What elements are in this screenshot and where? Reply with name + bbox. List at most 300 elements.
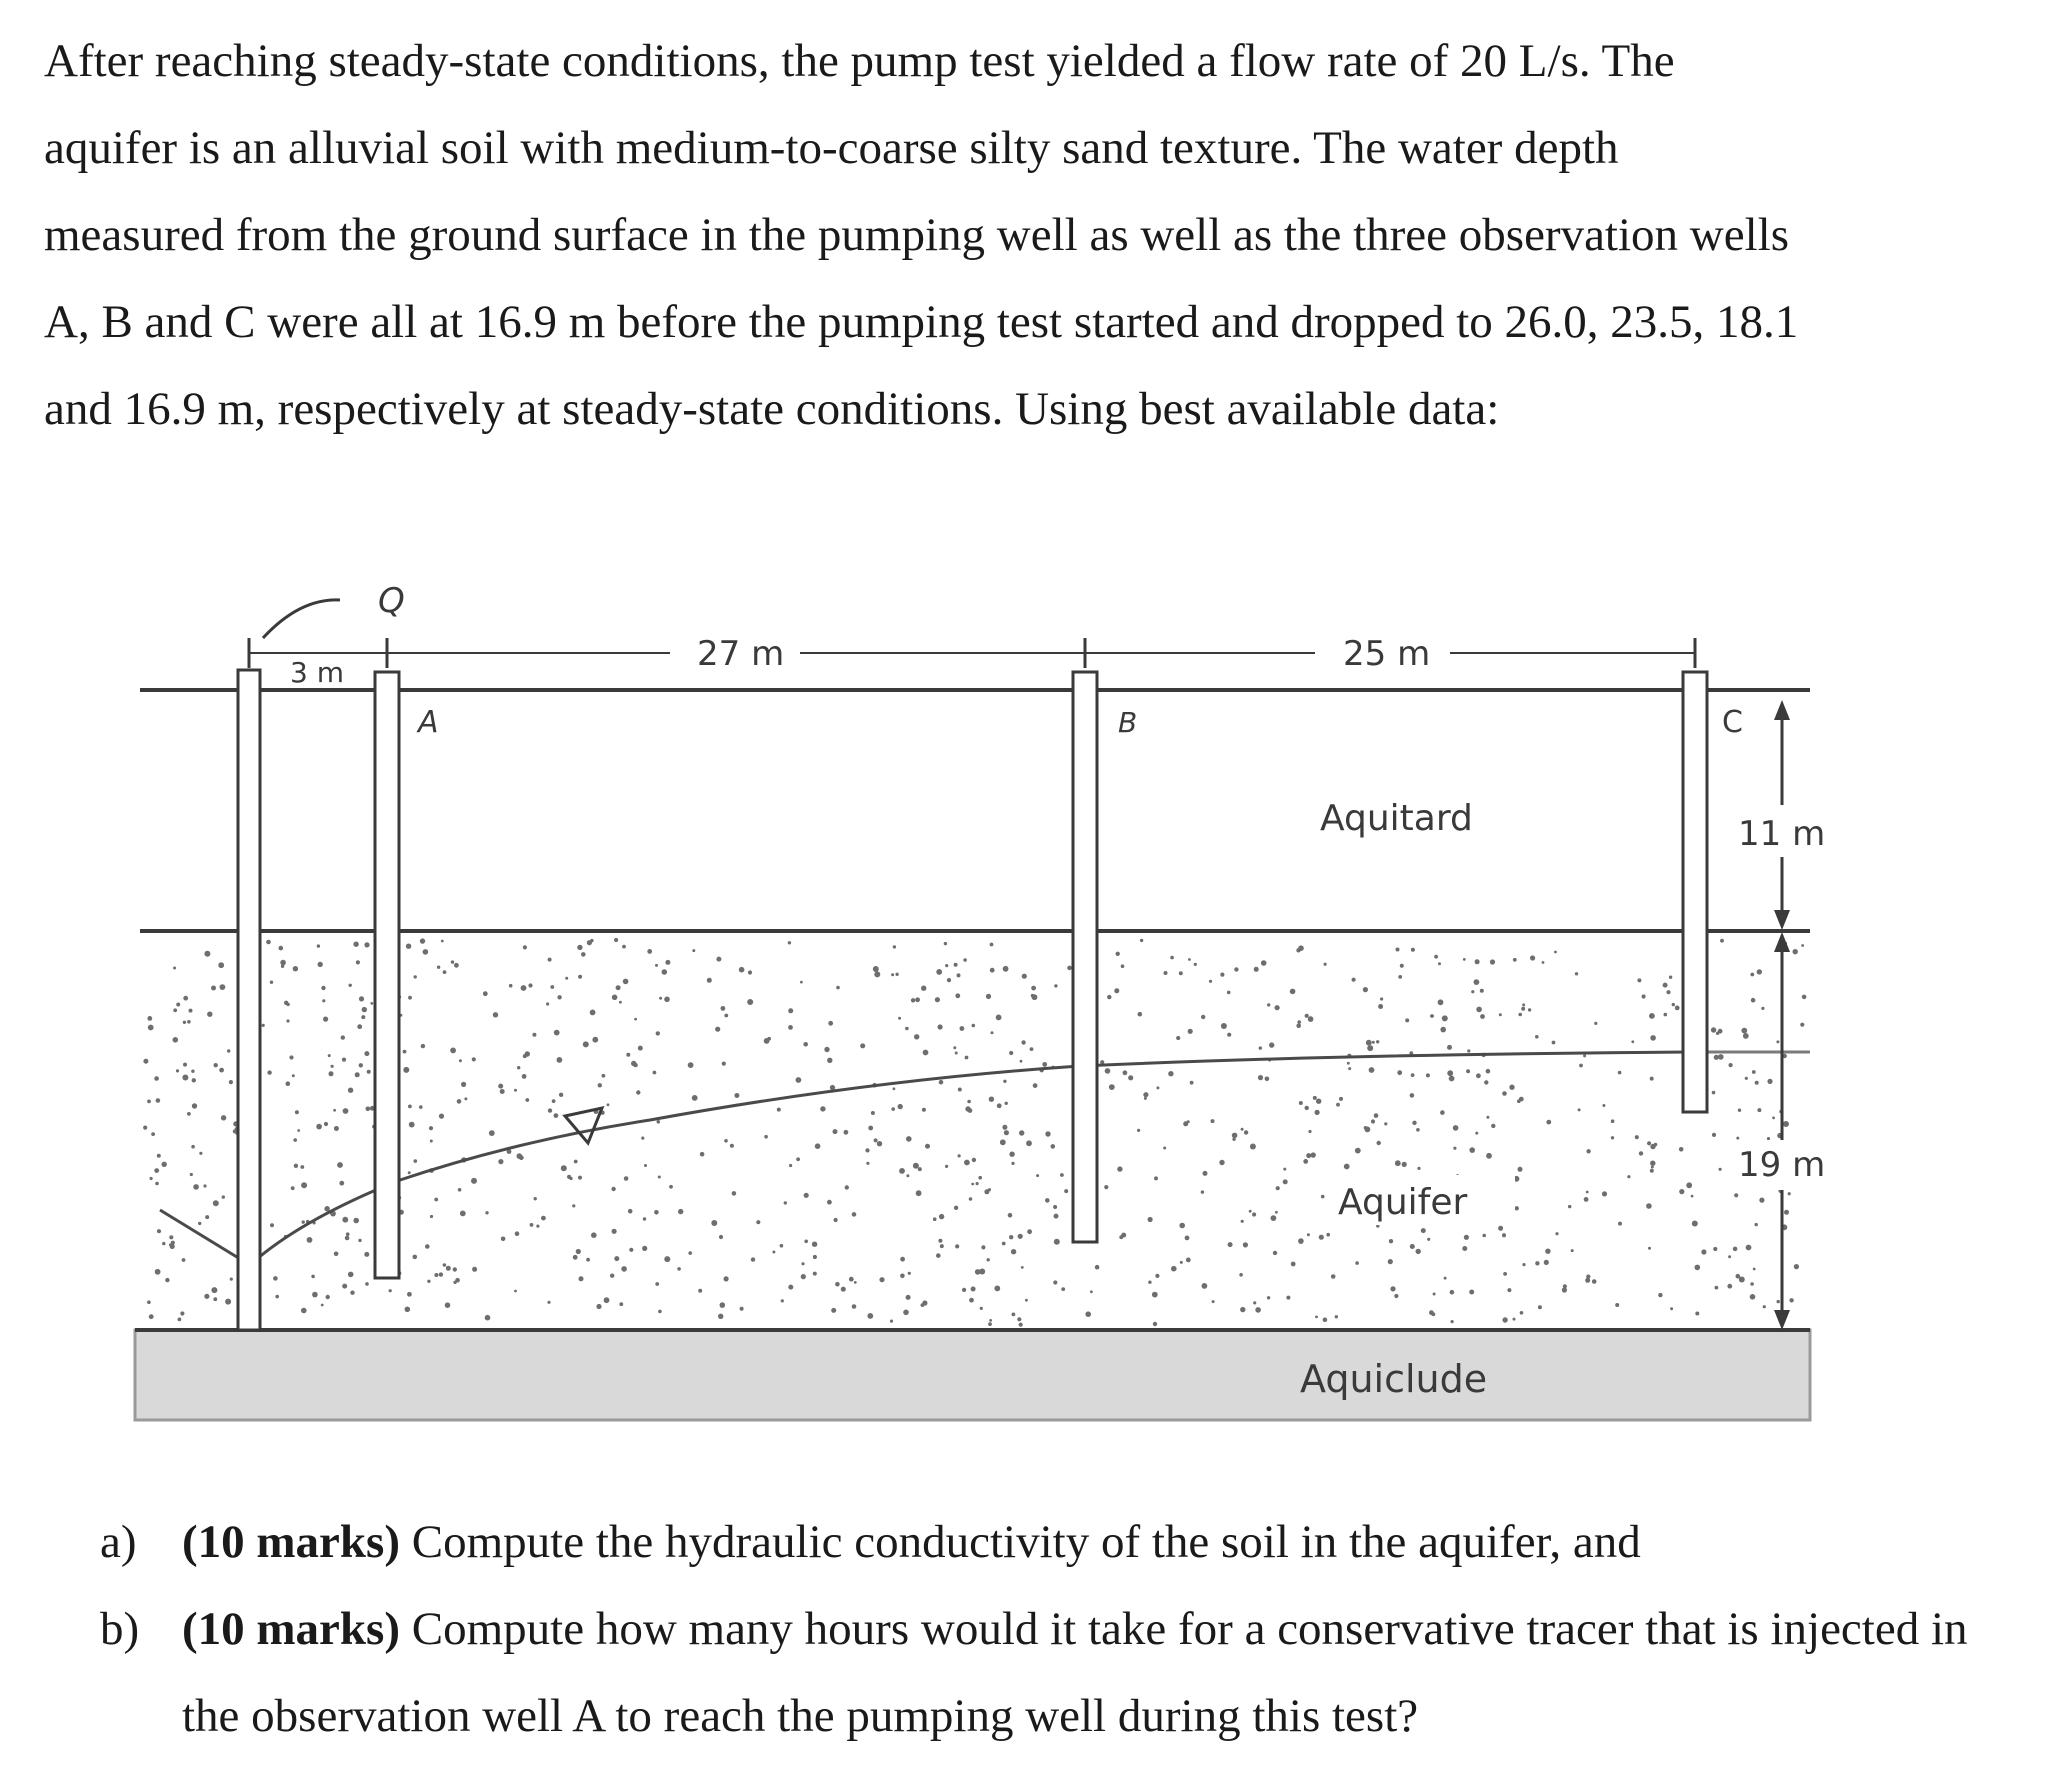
sand-dot xyxy=(1020,1060,1023,1063)
sand-dot xyxy=(321,986,325,990)
sand-dot xyxy=(740,1307,744,1311)
sand-dot xyxy=(353,1218,359,1224)
sand-dot xyxy=(1416,1128,1420,1132)
sand-dot xyxy=(148,1025,154,1031)
sand-dot xyxy=(279,946,284,951)
sand-dot xyxy=(719,1235,723,1239)
sand-dot xyxy=(1176,1036,1180,1040)
sand-dot xyxy=(1538,1305,1542,1309)
sand-dot xyxy=(921,986,926,991)
sand-dot xyxy=(547,1301,550,1304)
sand-dot xyxy=(935,997,940,1002)
sand-dot xyxy=(764,1135,768,1139)
sand-dot xyxy=(498,1084,503,1089)
sand-dot xyxy=(913,1163,919,1169)
sand-dot xyxy=(971,1287,976,1292)
sand-dot xyxy=(293,966,298,971)
sand-dot xyxy=(443,1263,447,1267)
sand-dot xyxy=(813,1255,817,1259)
sand-dot xyxy=(1313,1096,1317,1100)
sand-dot xyxy=(1227,1033,1231,1037)
sand-dot xyxy=(1378,1004,1383,1009)
sand-dot xyxy=(944,942,947,945)
sand-dot xyxy=(619,1302,623,1306)
sand-dot xyxy=(969,1298,974,1303)
sand-dot xyxy=(1154,1176,1158,1180)
sand-dot xyxy=(199,1152,202,1155)
question-list xyxy=(100,1499,2000,1760)
sand-dot xyxy=(1188,1029,1193,1034)
sand-dot xyxy=(1712,1133,1716,1137)
sand-dot xyxy=(331,1065,334,1068)
sand-dot xyxy=(541,1216,546,1221)
sand-dot xyxy=(514,1089,517,1092)
sand-dot xyxy=(561,1165,567,1171)
sand-dot xyxy=(692,1095,698,1101)
sand-dot xyxy=(997,1103,1002,1108)
sand-dot xyxy=(1486,1153,1492,1159)
sand-dot xyxy=(362,1007,367,1012)
sand-dot xyxy=(788,1025,793,1030)
sand-dot xyxy=(341,1035,345,1039)
sand-dot xyxy=(334,1252,339,1257)
sand-dot xyxy=(1476,1073,1481,1078)
sand-dot xyxy=(1389,1239,1393,1243)
sand-dot xyxy=(359,996,364,1001)
sand-dot xyxy=(191,1145,195,1149)
sand-dot xyxy=(187,1020,191,1024)
sand-dot xyxy=(1004,1130,1009,1135)
aquifer-diagram-svg xyxy=(0,520,2045,1450)
sand-dot xyxy=(1755,1223,1758,1226)
sand-dot xyxy=(552,1099,556,1103)
sand-dot xyxy=(420,938,425,943)
sand-dot xyxy=(1502,1091,1507,1096)
sand-dot xyxy=(1528,1008,1531,1011)
sand-dot xyxy=(1464,1235,1469,1240)
sand-dot xyxy=(1042,1062,1047,1067)
sand-dot xyxy=(1128,1075,1133,1080)
sand-dot xyxy=(493,1012,498,1017)
sand-dot xyxy=(413,1255,418,1260)
sand-dot xyxy=(827,1200,832,1205)
question-label: b) xyxy=(100,1603,140,1655)
arrow-down-icon xyxy=(1774,1310,1790,1330)
sand-dot xyxy=(874,1138,878,1142)
sand-dot xyxy=(173,1008,177,1012)
sand-dot xyxy=(302,1220,305,1223)
aquifer-diagram xyxy=(0,520,2045,1450)
sand-dot xyxy=(1475,1132,1478,1135)
sand-dot xyxy=(1745,1077,1748,1080)
sand-dot xyxy=(1729,1063,1733,1067)
sand-dot xyxy=(289,1055,293,1059)
sand-dot xyxy=(522,1074,527,1079)
sand-dot xyxy=(986,994,991,999)
sand-dot xyxy=(796,1077,802,1083)
sand-dot xyxy=(1701,1249,1706,1254)
sand-dot xyxy=(991,1031,994,1034)
sand-dot xyxy=(994,1286,1000,1292)
sand-dot xyxy=(358,1239,361,1242)
sand-dot xyxy=(1114,988,1119,993)
sand-dot xyxy=(678,1209,683,1214)
sand-dot xyxy=(191,1070,194,1073)
sand-dot xyxy=(1482,1234,1486,1238)
sand-dot xyxy=(777,1108,781,1112)
sand-dot xyxy=(1739,1277,1745,1283)
sand-dot xyxy=(898,1017,901,1020)
sand-dot xyxy=(225,1299,231,1305)
sand-dot xyxy=(1116,952,1120,956)
sand-dot xyxy=(1119,1235,1123,1239)
sand-dot xyxy=(1444,1277,1447,1280)
sand-dot xyxy=(489,1130,495,1136)
sand-dot xyxy=(1290,989,1296,995)
sand-dot xyxy=(1421,1228,1426,1233)
sand-dot xyxy=(157,1154,161,1158)
sand-dot xyxy=(1323,1318,1328,1323)
sand-dot xyxy=(151,1132,155,1136)
sand-dot xyxy=(1759,1198,1764,1203)
sand-dot xyxy=(1672,1003,1675,1006)
sand-dot xyxy=(193,1184,199,1190)
sand-dot xyxy=(845,1185,849,1189)
sand-dot xyxy=(1021,1266,1024,1269)
sand-dot xyxy=(1801,944,1804,947)
sand-dot xyxy=(1453,1125,1459,1131)
sand-dot xyxy=(1679,1147,1684,1152)
sand-dot xyxy=(407,1292,412,1297)
sand-dot xyxy=(804,1193,809,1198)
arrow-down-icon xyxy=(1774,910,1790,930)
sand-dot xyxy=(764,1038,770,1044)
sand-dot xyxy=(990,968,995,973)
sand-dot xyxy=(1463,958,1466,961)
sand-dot xyxy=(211,986,216,991)
sand-dot xyxy=(1107,995,1111,999)
sand-dot xyxy=(653,1071,657,1075)
sand-dot xyxy=(813,1272,817,1276)
sand-dot xyxy=(1491,1124,1495,1128)
sand-dot xyxy=(143,1126,147,1130)
sand-dot xyxy=(1163,1147,1166,1150)
sand-dot xyxy=(1273,1251,1277,1255)
sand-dot xyxy=(147,1300,151,1304)
sand-dot xyxy=(1757,1108,1761,1112)
sand-dot xyxy=(557,995,561,999)
sand-dot xyxy=(1171,1266,1177,1272)
sand-dot xyxy=(1194,963,1197,966)
sand-dot xyxy=(610,1274,614,1278)
sand-dot xyxy=(523,1054,527,1058)
sand-dot xyxy=(1767,1079,1772,1084)
sand-dot xyxy=(634,1018,637,1021)
sand-dot xyxy=(1711,1027,1716,1032)
sand-dot xyxy=(834,1218,838,1222)
sand-dot xyxy=(658,1310,662,1314)
question-text: Compute the hydraulic conductivity of the soil in the aquifer, and xyxy=(400,1516,1641,1568)
sand-dot xyxy=(1695,1312,1699,1316)
sand-dot xyxy=(1344,1164,1350,1170)
sand-dot xyxy=(414,1159,418,1163)
sand-dot xyxy=(955,1052,958,1055)
sand-dot xyxy=(155,1182,159,1186)
sand-dot xyxy=(688,1062,694,1068)
sand-dot xyxy=(925,1144,930,1149)
sand-dot xyxy=(844,1130,849,1135)
sand-dot xyxy=(1259,1046,1262,1049)
sand-dot xyxy=(1380,997,1383,1000)
sand-dot xyxy=(903,1310,909,1316)
sand-dot xyxy=(578,975,582,979)
sand-dot xyxy=(1250,1144,1256,1150)
sand-dot xyxy=(1743,1033,1749,1039)
sand-dot xyxy=(989,1097,994,1102)
sand-dot xyxy=(359,1063,363,1067)
sand-dot xyxy=(1586,1149,1590,1153)
sand-dot xyxy=(1267,1003,1270,1006)
sand-dot xyxy=(162,1242,165,1245)
sand-dot xyxy=(297,1129,300,1132)
sand-dot xyxy=(565,977,568,980)
sand-dot xyxy=(1554,951,1557,954)
sand-dot xyxy=(183,1021,186,1024)
sand-dot xyxy=(915,997,920,1002)
sand-dot xyxy=(874,971,880,977)
sand-dot xyxy=(598,1083,602,1087)
sand-dot xyxy=(877,1141,882,1146)
sand-dot xyxy=(972,1024,976,1028)
aquifer-label: Aquifer xyxy=(1338,1182,1468,1223)
sand-dot xyxy=(953,1046,956,1049)
sand-dot xyxy=(365,1282,369,1286)
sand-dot xyxy=(788,1008,793,1013)
sand-dot xyxy=(485,1211,488,1214)
sand-dot xyxy=(789,1164,792,1167)
sand-dot xyxy=(349,984,352,987)
sand-dot xyxy=(408,996,412,1000)
sand-dot xyxy=(1426,1073,1430,1077)
sand-dot xyxy=(867,1313,873,1319)
sand-dot xyxy=(459,1059,462,1062)
sand-dot xyxy=(607,1103,610,1106)
sand-dot xyxy=(578,1176,582,1180)
sand-dot xyxy=(591,1232,597,1238)
sand-dot xyxy=(836,986,840,990)
sand-dot xyxy=(204,1294,209,1299)
sand-dot xyxy=(1060,1173,1064,1177)
sand-dot xyxy=(294,1164,298,1168)
sand-dot xyxy=(485,1315,491,1321)
sand-dot xyxy=(180,1311,184,1315)
sand-dot xyxy=(1405,1018,1409,1022)
sand-dot xyxy=(893,945,896,948)
sand-dot xyxy=(800,981,803,984)
sand-dot xyxy=(328,1054,331,1057)
sand-dot xyxy=(895,973,898,976)
sand-dot xyxy=(1462,1246,1467,1251)
sand-dot xyxy=(182,1075,188,1081)
aquitard-label: Aquitard xyxy=(1320,798,1473,839)
sand-dot xyxy=(1738,1109,1741,1112)
sand-dot xyxy=(1544,1260,1549,1265)
sand-dot xyxy=(642,1246,647,1251)
sand-dot xyxy=(192,1078,196,1082)
sand-dot xyxy=(1376,1040,1379,1043)
sand-dot xyxy=(849,1277,854,1282)
sand-dot xyxy=(214,1063,218,1067)
sand-dot xyxy=(865,1148,869,1152)
sand-dot xyxy=(1144,1097,1147,1100)
sand-dot xyxy=(318,962,323,967)
sand-dot xyxy=(1757,969,1762,974)
sand-dot xyxy=(1615,1303,1619,1307)
sand-dot xyxy=(633,1063,637,1067)
sand-dot xyxy=(1258,1075,1263,1080)
sand-dot xyxy=(1234,967,1238,971)
sand-dot xyxy=(1469,1147,1475,1153)
sand-dot xyxy=(721,1006,726,1011)
sand-dot xyxy=(866,1162,869,1165)
sand-dot xyxy=(1369,1067,1375,1073)
sand-dot xyxy=(367,1070,371,1074)
sand-dot xyxy=(586,1258,590,1262)
sand-dot xyxy=(1299,1101,1303,1105)
sand-dot xyxy=(361,1015,365,1019)
sand-dot xyxy=(1664,1013,1668,1017)
sand-dot xyxy=(321,1304,324,1307)
sand-dot xyxy=(300,1165,304,1169)
sand-dot xyxy=(154,1168,159,1173)
sand-dot xyxy=(718,1314,723,1319)
sand-dot xyxy=(457,1099,462,1104)
sand-dot xyxy=(1308,1016,1314,1022)
sand-dot xyxy=(1440,1110,1445,1115)
sand-dot xyxy=(1427,1238,1430,1241)
sand-dot xyxy=(781,1299,784,1302)
sand-dot xyxy=(665,960,670,965)
sand-dot xyxy=(1026,1140,1032,1146)
sand-dot xyxy=(1476,1007,1482,1013)
sand-dot xyxy=(1498,1226,1503,1231)
sand-dot xyxy=(443,970,447,974)
sand-dot xyxy=(583,1041,589,1047)
sand-dot xyxy=(812,1242,817,1247)
sand-dot xyxy=(827,1058,832,1063)
sand-dot xyxy=(1137,1129,1140,1132)
sand-dot xyxy=(1679,1189,1684,1194)
sand-dot xyxy=(1450,1290,1455,1295)
sand-dot xyxy=(1388,1259,1393,1264)
sand-dot xyxy=(1474,979,1480,985)
sand-dot xyxy=(1261,960,1267,966)
sand-dot xyxy=(293,1138,297,1142)
sand-dot xyxy=(1347,1062,1350,1065)
question-a xyxy=(100,1499,2000,1586)
sand-dot xyxy=(1138,1012,1143,1017)
sand-dot xyxy=(434,1273,438,1277)
sand-dot xyxy=(1339,1097,1343,1101)
sand-dot xyxy=(1513,1318,1516,1321)
sand-dot xyxy=(270,1223,274,1227)
sand-dot xyxy=(698,1289,702,1293)
sand-dot xyxy=(1117,1166,1122,1171)
sand-dot xyxy=(664,1256,670,1262)
sand-dot xyxy=(483,991,488,996)
sand-dot xyxy=(658,1176,661,1179)
sand-dot xyxy=(1513,958,1517,962)
sand-dot xyxy=(1611,1136,1614,1139)
sand-dot xyxy=(656,1031,660,1035)
sand-dot xyxy=(1202,1283,1208,1289)
sand-dot xyxy=(453,1281,456,1284)
sand-dot xyxy=(301,1308,307,1314)
sand-dot xyxy=(1243,1242,1248,1247)
sand-dot xyxy=(1067,966,1072,971)
sand-dot xyxy=(548,1108,552,1112)
sand-dot xyxy=(1794,1264,1799,1269)
sand-dot xyxy=(525,1098,529,1102)
sand-dot xyxy=(1241,1128,1244,1131)
sand-dot xyxy=(311,1275,315,1279)
sand-dot xyxy=(286,1081,291,1086)
sand-dot xyxy=(1750,973,1754,977)
sand-dot xyxy=(370,1002,373,1005)
sand-dot xyxy=(828,1021,833,1026)
aquifer-thickness-label: 19 m xyxy=(1738,1145,1826,1185)
discharge-arrow-icon xyxy=(263,600,340,638)
sand-dot xyxy=(1571,1249,1574,1252)
sand-dot xyxy=(1009,1152,1014,1157)
sand-dot xyxy=(207,1012,212,1017)
sand-dot xyxy=(348,1088,353,1093)
sand-dot xyxy=(1227,991,1231,995)
sand-dot xyxy=(343,1108,349,1114)
sand-dot xyxy=(1716,1032,1719,1035)
observation-well-b xyxy=(1073,672,1097,1242)
aquitard-thickness-label: 11 m xyxy=(1738,814,1826,854)
sand-dot xyxy=(187,1112,191,1116)
sand-dot xyxy=(1741,1028,1747,1034)
sand-dot xyxy=(1265,1077,1270,1082)
sand-dot xyxy=(978,1176,982,1180)
sand-dot xyxy=(900,1274,905,1279)
sand-dot xyxy=(1733,1247,1738,1252)
distance-label-b-c: 25 m xyxy=(1343,634,1431,674)
sand-dot xyxy=(908,1272,911,1275)
sand-dot xyxy=(350,1291,354,1295)
well-label-b: B xyxy=(1118,706,1138,739)
sand-dot xyxy=(891,1107,895,1111)
sand-dot xyxy=(732,1191,737,1196)
sand-dot xyxy=(747,999,753,1005)
sand-dot xyxy=(1575,972,1578,975)
problem-line: After reaching steady-state conditions, the pump test yielded a flow rate of 20 L/s. The xyxy=(44,35,1675,87)
sand-dot xyxy=(1469,1290,1474,1295)
sand-dot xyxy=(1618,1222,1622,1226)
sand-dot xyxy=(879,1277,884,1282)
sand-dot xyxy=(939,1080,944,1085)
sand-dot xyxy=(205,1215,209,1219)
sand-dot xyxy=(590,1010,596,1016)
sand-dot xyxy=(1220,973,1224,977)
sand-dot xyxy=(669,1185,673,1189)
sand-dot xyxy=(1002,1125,1007,1130)
sand-dot xyxy=(1784,1210,1789,1215)
sand-dot xyxy=(1170,956,1174,960)
sand-dot xyxy=(342,1284,347,1289)
